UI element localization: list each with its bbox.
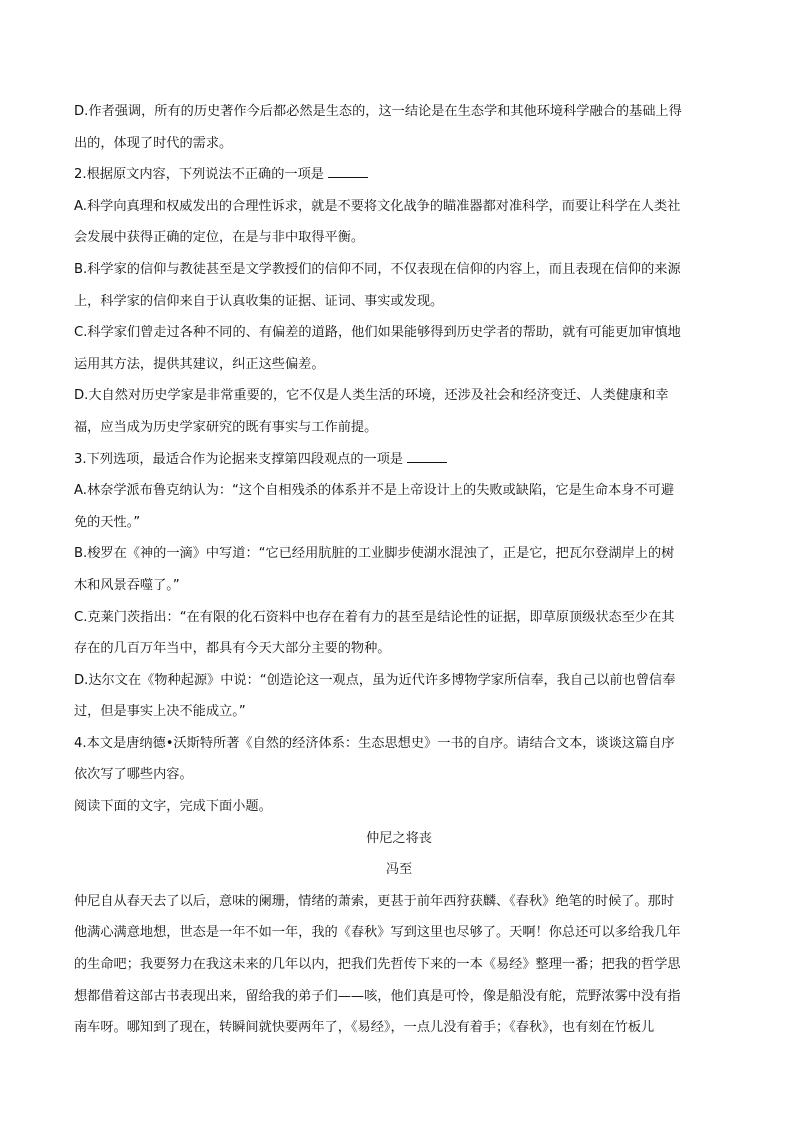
- q2-option-b-line-2: 上，科学家的信仰来自于认真收集的证据、证词、事实或发现。: [74, 293, 444, 309]
- q2-option-c-line-2: 运用其方法，提供其建议，纠正这些偏差。: [74, 356, 325, 372]
- reading-body-line-3: 的生命吧；我要努力在我这未来的几年以内，把我们先哲传下来的一本《易经》整理一番；把我的哲学思: [74, 957, 681, 973]
- q3-option-d-line-2: 过，但是事实上决不能成立。”: [74, 704, 246, 720]
- q3-option-c-line-1: C.克莱门茨指出：“在有限的化石资料中也存在着有力的甚至是结论性的证据，即草原顶级状态至少在其: [74, 609, 675, 625]
- reading-body-line-4: 想都借着这部古书表现出来，留给我的弟子们——咳，他们真是可怜，像是船没有舵，荒野浓雾中没有指: [74, 988, 681, 1004]
- q2-option-a-line-1: A.科学向真理和权威发出的合理性诉求，就是不要将文化战争的瞄准器都对准科学，而要让科学在人类社: [74, 198, 681, 214]
- q2-stem: [74, 159, 724, 191]
- document-page: [74, 96, 724, 1044]
- q3-stem: [74, 444, 724, 476]
- q1-option-d-line-1: D.作者强调，所有的历史著作今后都必然是生态的，这一结论是在生态学和其他环境科学融合的基础上得: [74, 104, 682, 119]
- reading-title: 仲尼之将丧: [366, 830, 432, 846]
- q1-option-d-line-2: 出的，体现了时代的需求。: [74, 135, 233, 151]
- q2-option-d-line-2: 福，应当成为历史学家研究的既有事实与工作前提。: [74, 419, 378, 435]
- q2-option-d-line-1: D.大自然对历史学家是非常重要的，它不仅是人类生活的环境，还涉及社会和经济变迁、人类健康和幸: [74, 388, 669, 404]
- q3-option-d-line-1: D.达尔文在《物种起源》中说：“创造论这一观点，虽为近代许多博物学家所信奉，我自己以前也曾信奉: [74, 672, 676, 688]
- q2-option-b-line-1: B.科学家的信仰与教徒甚至是文学教授们的信仰不同，不仅表现在信仰的内容上，而且表现在信仰的来源: [74, 261, 681, 277]
- q4-line-1: 4.本文是唐纳德•沃斯特所著《自然的经济体系：生态思想史》一书的自序。请结合文本，谈谈这篇自序: [74, 735, 675, 751]
- reading-author: 冯至: [385, 862, 413, 878]
- reading-instruction: 阅读下面的文字，完成下面小题。: [74, 799, 272, 815]
- q3-option-b-line-2: 木和风景吞噬了。”: [74, 577, 180, 593]
- reading-body-line-1: 仲尼自从春天去了以后，意味的阑珊，情绪的萧索，更甚于前年西狩获麟、《春秋》绝笔的时候了。那时: [74, 893, 675, 909]
- q3-option-a-line-2: 免的天性。”: [74, 514, 141, 530]
- q2-stem-text: 2.根据原文内容，下列说法不正确的一项是: [74, 167, 324, 183]
- q2-option-c-line-1: C.科学家们曾走过各种不同的、有偏差的道路，他们如果能够得到历史学者的帮助，就有可能更加审慎地: [74, 325, 681, 341]
- q3-option-b-line-1: B.梭罗在《神的一滴》中写道：“它已经用肮脏的工业脚步使湖水混浊了，正是它，把瓦尔登湖岸上的树: [74, 546, 675, 562]
- reading-body-line-5: 南车呀。哪知到了现在，转瞬间就快要两年了，《易经》，一点儿没有着手；《春秋》，也有刻在竹板儿: [74, 1020, 655, 1036]
- q3-stem-text: 3.下列选项，最适合作为论据来支撑第四段观点的一项是: [74, 451, 404, 467]
- q3-option-c-line-2: 存在的几百万年当中，都具有今天大部分主要的物种。: [74, 641, 391, 657]
- answer-blank: [407, 448, 447, 463]
- answer-blank: [328, 163, 368, 178]
- q2-option-a-line-2: 会发展中获得正确的定位，在是与非中取得平衡。: [74, 230, 365, 246]
- q3-option-a-line-1: A.林奈学派布鲁克纳认为：“这个自相残杀的体系并不是上帝设计上的失败或缺陷，它是生命本身不可避: [74, 483, 675, 499]
- q4-line-2: 依次写了哪些内容。: [74, 767, 193, 783]
- reading-body-line-2: 他满心满意地想，世态是一年不如一年，我的《春秋》写到这里也尽够了。天啊！你总还可以多给我几年: [74, 925, 681, 941]
